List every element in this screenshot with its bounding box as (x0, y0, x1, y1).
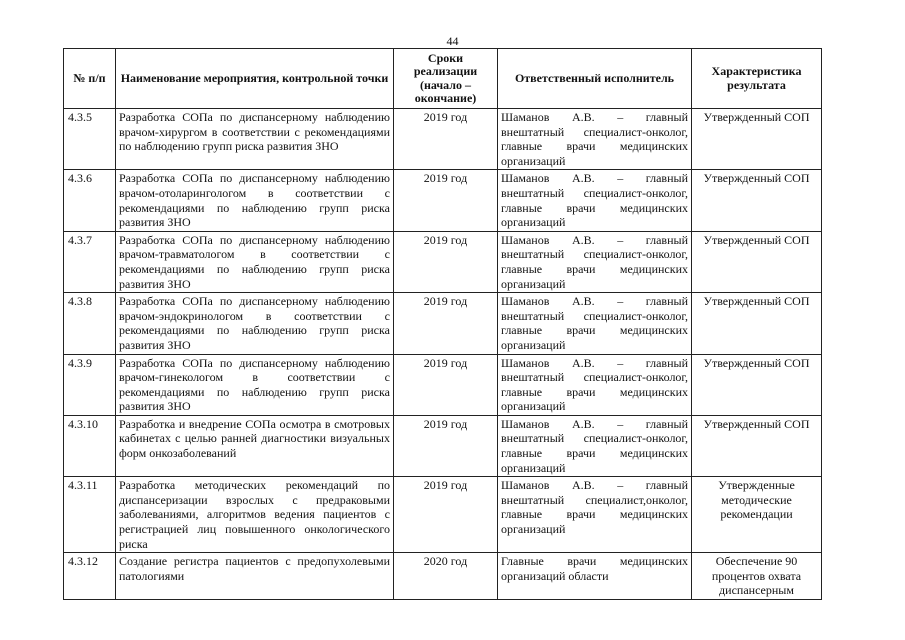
table-row (64, 415, 822, 476)
row-result: Утвержденный СОП (692, 231, 822, 292)
page-number: 44 (446, 34, 459, 48)
row-name: Разработка и внедрение СОПа осмотра в смотровых кабинетах с целью ранней диагностики визуальных форм онкозаболеваний (116, 415, 394, 476)
row-deadline: 2019 год (394, 354, 498, 415)
row-deadline: 2019 год (394, 477, 498, 553)
row-name: Создание регистра пациентов с предопухолевыми патологиями (116, 553, 394, 600)
row-result: Утвержденный СОП (692, 109, 822, 170)
row-deadline: 2019 год (394, 109, 498, 170)
row-name: Разработка СОПа по диспансерному наблюдению врачом-эндокринологом в соответствии с рекомендациями по наблюдению групп риска развития ЗНО (116, 293, 394, 354)
header-result: Характеристика результата (692, 49, 822, 109)
row-deadline: 2019 год (394, 231, 498, 292)
table-row (64, 553, 822, 600)
table-row (64, 477, 822, 553)
row-name: Разработка СОПа по диспансерному наблюдению врачом-травматологом в соответствии с рекомендациями по наблюдению групп риска развития ЗНО (116, 231, 394, 292)
row-name: Разработка СОПа по диспансерному наблюдению врачом-отоларингологом в соответствии с рекомендациями по наблюдению групп риска развития ЗНО (116, 170, 394, 231)
row-deadline: 2020 год (394, 553, 498, 600)
row-responsible: Шаманов А.В. – главный внештатный специалист-онколог, главные врачи медицинских организаций (498, 170, 692, 231)
row-deadline: 2019 год (394, 293, 498, 354)
row-name: Разработка СОПа по диспансерному наблюдению врачом-хирургом в соответствии с рекомендациями по наблюдению групп риска развития ЗНО (116, 109, 394, 170)
table-row (64, 109, 822, 170)
row-num: 4.3.7 (64, 231, 116, 292)
table-row (64, 293, 822, 354)
row-responsible: Главные врачи медицинских организаций области (498, 553, 692, 600)
row-num: 4.3.10 (64, 415, 116, 476)
row-name: Разработка СОПа по диспансерному наблюдению врачом-гинекологом в соответствии с рекомендациями по наблюдению групп риска развития ЗНО (116, 354, 394, 415)
row-responsible: Шаманов А.В. – главный внештатный специалист,онколог, главные врачи медицинских организаций (498, 477, 692, 553)
row-result: Утвержденный СОП (692, 170, 822, 231)
row-deadline: 2019 год (394, 415, 498, 476)
header-num: № п/п (64, 49, 116, 109)
table-header-row (64, 49, 822, 109)
header-responsible: Ответственный исполнитель (498, 49, 692, 109)
row-num: 4.3.6 (64, 170, 116, 231)
row-result: Утвержденные методические рекомендации (692, 477, 822, 553)
table-row (64, 354, 822, 415)
table-row (64, 170, 822, 231)
row-result: Утвержденный СОП (692, 354, 822, 415)
row-responsible: Шаманов А.В. – главный внештатный специалист-онколог, главные врачи медицинских организаций (498, 415, 692, 476)
row-name: Разработка методических рекомендаций по диспансеризации взрослых с предраковыми заболеваниями, алгоритмов ведения пациентов с регистрацией лиц повышенного онкологического риска (116, 477, 394, 553)
row-num: 4.3.5 (64, 109, 116, 170)
row-responsible: Шаманов А.В. – главный внештатный специалист-онколог, главные врачи медицинских организаций (498, 109, 692, 170)
row-num: 4.3.9 (64, 354, 116, 415)
row-responsible: Шаманов А.В. – главный внештатный специалист-онколог, главные врачи медицинских организаций (498, 293, 692, 354)
header-name: Наименование мероприятия, контрольной точки (116, 49, 394, 109)
table-row (64, 231, 822, 292)
row-num: 4.3.12 (64, 553, 116, 600)
row-num: 4.3.11 (64, 477, 116, 553)
activities-table (63, 48, 822, 600)
row-result: Утвержденный СОП (692, 293, 822, 354)
row-responsible: Шаманов А.В. – главный внештатный специалист-онколог, главные врачи медицинских организаций (498, 354, 692, 415)
row-result: Обеспечение 90 процентов охвата диспансерным (692, 553, 822, 600)
header-deadline: Сроки реализации (начало – окончание) (394, 49, 498, 109)
row-responsible: Шаманов А.В. – главный внештатный специалист-онколог, главные врачи медицинских организаций (498, 231, 692, 292)
row-deadline: 2019 год (394, 170, 498, 231)
row-num: 4.3.8 (64, 293, 116, 354)
row-result: Утвержденный СОП (692, 415, 822, 476)
